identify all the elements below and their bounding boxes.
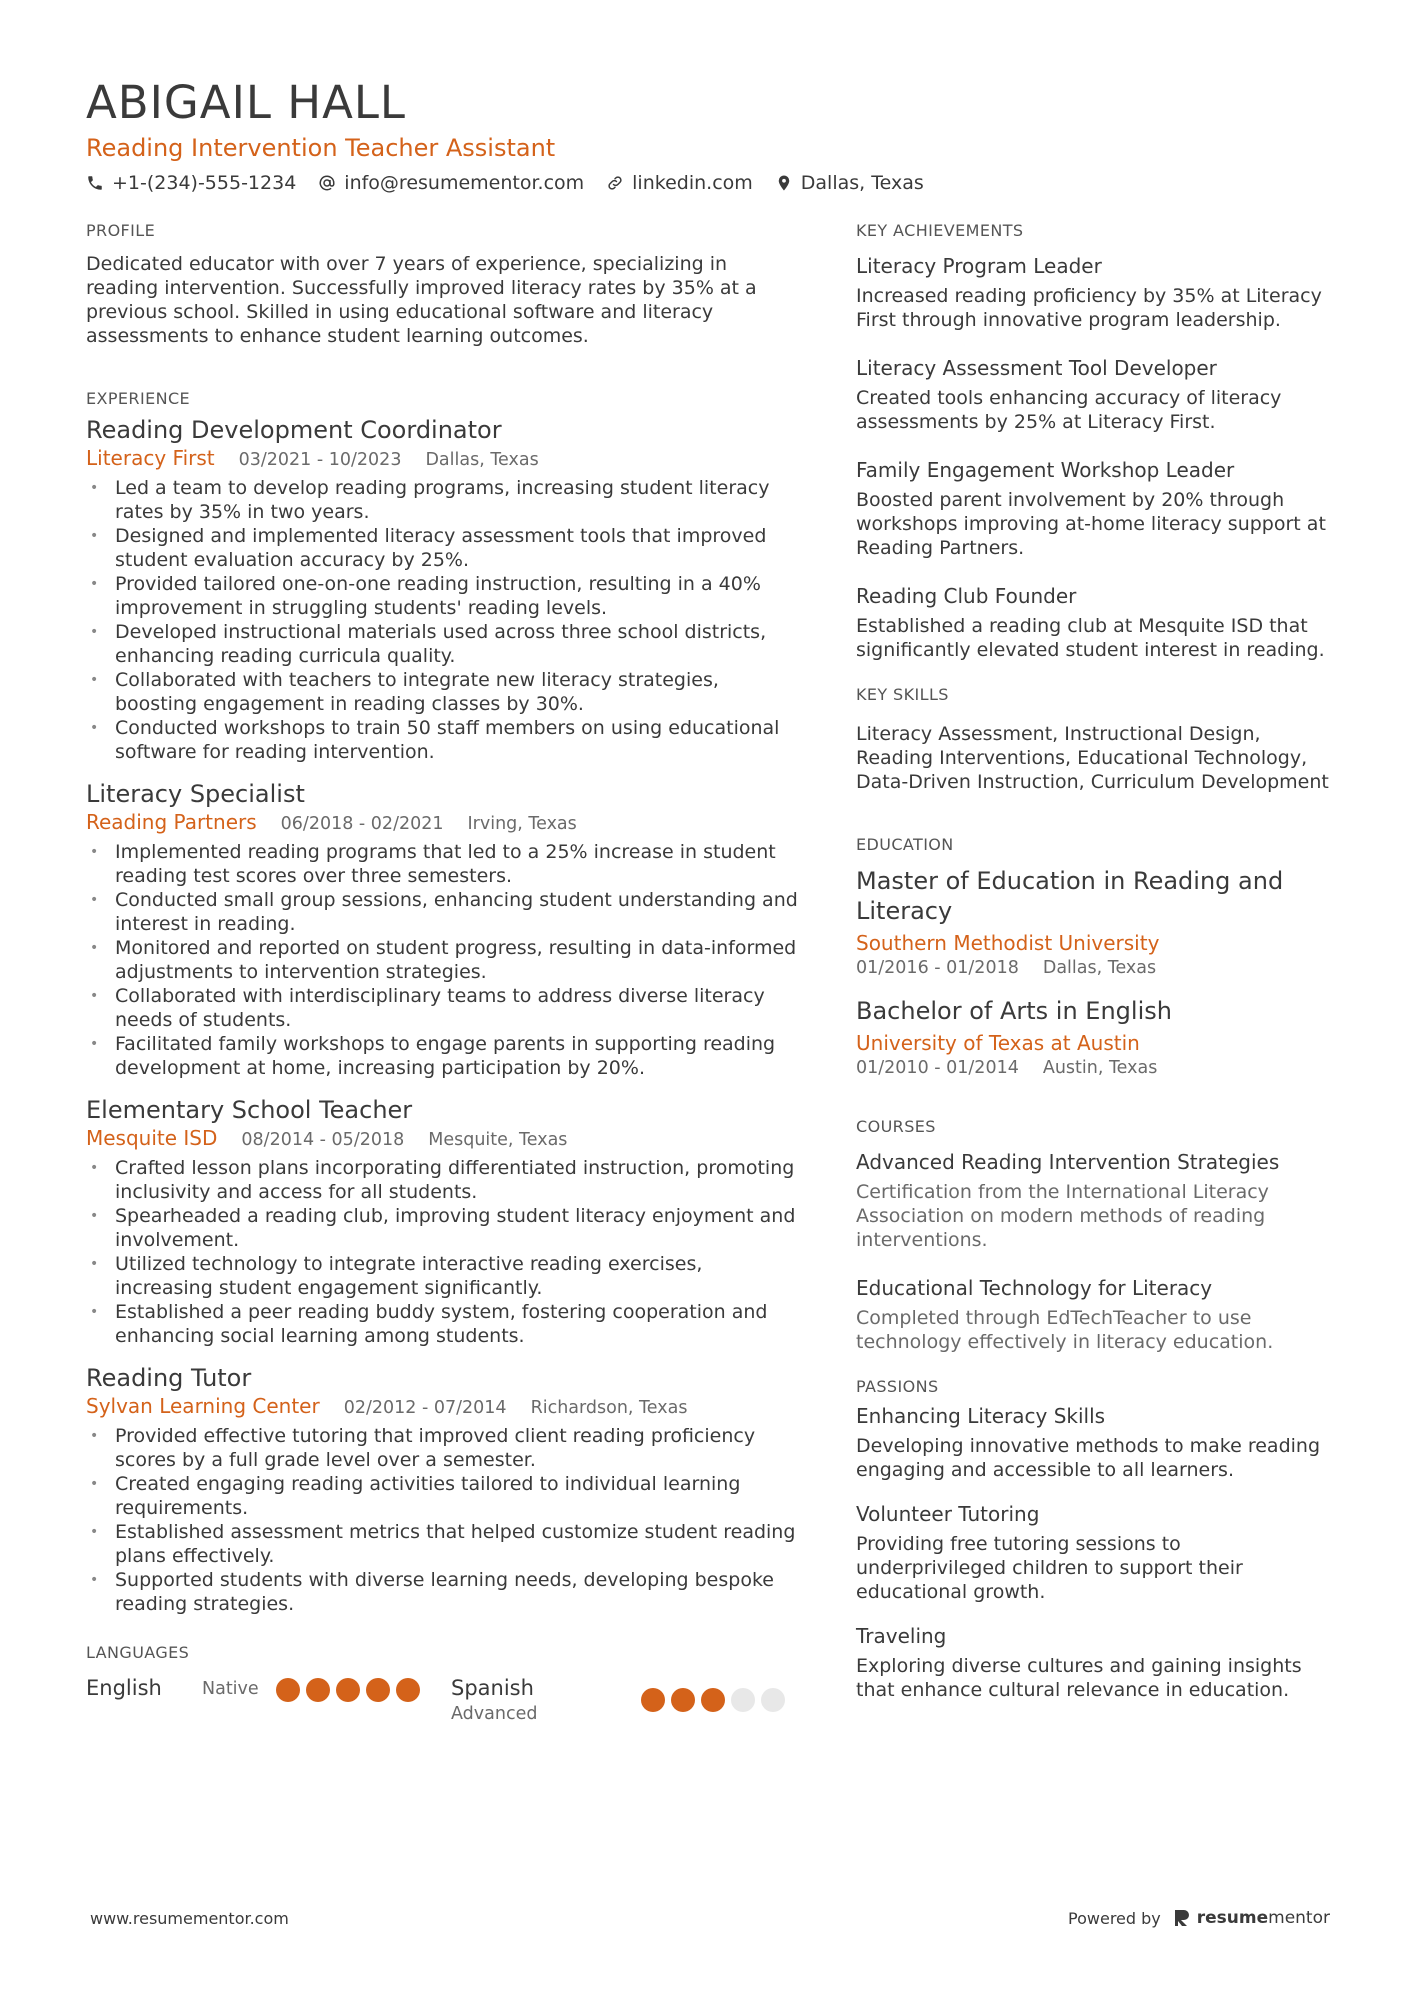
bullet-item: • Crafted lesson plans incorporating differentiated instruction, promoting inclusivity and access for all students.	[86, 1156, 801, 1204]
phone-icon	[86, 174, 104, 192]
job-entry	[86, 1094, 801, 1348]
section-title-skills: KEY SKILLS	[856, 685, 949, 704]
bullet-item: • Provided effective tutoring that improved client reading proficiency scores by a full grade level over a semester.	[86, 1424, 801, 1472]
achievement-item	[856, 354, 1336, 434]
profile-text: Dedicated educator with over 7 years of experience, specializing in reading intervention. Successfully improved literacy rates by 35% at a previous school. Skilled in using educational software and literacy assessments to enhance student learning outcomes.	[86, 253, 757, 347]
course-item	[856, 1148, 1336, 1252]
profile-section	[86, 220, 801, 348]
education-school: Southern Methodist University	[856, 931, 1160, 955]
job-dates: 02/2012 - 07/2014	[343, 1398, 507, 1418]
education-degree: Bachelor of Arts in English	[856, 997, 1172, 1025]
bullet-item: • Conducted workshops to train 50 staff members on using educational software for reading intervention.	[86, 716, 801, 764]
bullet-item: • Utilized technology to integrate interactive reading exercises, increasing student engagement significantly.	[86, 1252, 801, 1300]
achievement-title: Family Engagement Workshop Leader	[856, 458, 1235, 482]
job-bullets	[86, 840, 801, 1080]
job-title: Literacy Specialist	[86, 780, 305, 808]
job-entry	[86, 414, 801, 764]
passion-text: Exploring diverse cultures and gaining insights that enhance cultural relevance in education.	[856, 1655, 1302, 1701]
section-title-education: EDUCATION	[856, 835, 954, 854]
achievement-text: Increased reading proficiency by 35% at Literacy First through innovative program leadership.	[856, 285, 1322, 331]
section-title-profile: PROFILE	[86, 221, 156, 240]
passion-item	[856, 1500, 1336, 1604]
education-location: Dallas, Texas	[1042, 958, 1157, 978]
achievement-item	[856, 456, 1336, 560]
passion-item	[856, 1622, 1336, 1702]
brand-logo[interactable]	[1173, 1908, 1330, 1928]
contact-bar	[86, 170, 1326, 196]
contact-email-text: info@resumementor.com	[344, 172, 585, 194]
bullet-item: • Supported students with diverse learning needs, developing bespoke reading strategies.	[86, 1568, 801, 1616]
section-title-experience: EXPERIENCE	[86, 389, 191, 408]
bullet-item: • Led a team to develop reading programs, increasing student literacy rates by 35% in two years.	[86, 476, 801, 524]
job-meta	[86, 1126, 801, 1152]
bullet-item: • Collaborated with teachers to integrate new literacy strategies, boosting engagement in reading classes by 30%.	[86, 668, 801, 716]
location-pin-icon	[775, 174, 793, 192]
rating-dot-filled	[671, 1688, 695, 1712]
language-item	[451, 1674, 791, 1726]
education-dates: 01/2016 - 01/2018	[856, 958, 1019, 978]
contact-phone	[86, 170, 296, 196]
education-item	[856, 866, 1336, 980]
left-column	[86, 220, 801, 1726]
job-dates: 08/2014 - 05/2018	[241, 1130, 405, 1150]
right-column	[856, 220, 1336, 1724]
achievement-text: Created tools enhancing accuracy of literacy assessments by 25% at Literacy First.	[856, 387, 1282, 433]
education-meta	[856, 956, 1336, 980]
at-icon	[318, 174, 336, 192]
section-title-passions: PASSIONS	[856, 1377, 939, 1396]
education-location: Austin, Texas	[1042, 1058, 1158, 1078]
bullet-item: • Conducted small group sessions, enhancing student understanding and interest in reading.	[86, 888, 801, 936]
language-name: Spanish	[451, 1676, 534, 1700]
passion-text: Providing free tutoring sessions to underprivileged children to support their educational growth.	[856, 1533, 1243, 1603]
job-dates: 06/2018 - 02/2021	[280, 814, 444, 834]
course-title: Educational Technology for Literacy	[856, 1276, 1213, 1300]
achievement-title: Literacy Program Leader	[856, 254, 1102, 278]
job-title: Reading Tutor	[86, 1364, 252, 1392]
job-meta	[86, 1394, 801, 1420]
bullet-item: • Facilitated family workshops to engage parents in supporting reading development at home, increasing participation by 20%.	[86, 1032, 801, 1080]
course-text: Certification from the International Literacy Association on modern methods of reading interventions.	[856, 1181, 1269, 1251]
job-bullets	[86, 476, 801, 764]
job-org: Sylvan Learning Center	[86, 1394, 320, 1418]
education-dates: 01/2010 - 01/2014	[856, 1058, 1019, 1078]
bullet-item: • Monitored and reported on student progress, resulting in data-informed adjustments to intervention strategies.	[86, 936, 801, 984]
course-text: Completed through EdTechTeacher to use technology effectively in literacy education.	[856, 1307, 1274, 1353]
languages-section	[86, 1642, 801, 1726]
courses-section	[856, 1116, 1336, 1354]
language-name: English	[86, 1676, 162, 1700]
skills-section	[856, 684, 1336, 794]
job-meta	[86, 810, 801, 836]
powered-by-label: Powered by	[1068, 1908, 1161, 1928]
rating-dot-filled	[641, 1688, 665, 1712]
bullet-item: • Established assessment metrics that helped customize student reading plans effectively.	[86, 1520, 801, 1568]
footer-url[interactable]: www.resumementor.com	[90, 1908, 289, 1928]
job-entry	[86, 778, 801, 1080]
bullet-item: • Created engaging reading activities tailored to individual learning requirements.	[86, 1472, 801, 1520]
achievement-title: Literacy Assessment Tool Developer	[856, 356, 1217, 380]
achievement-item	[856, 252, 1336, 332]
passion-title: Traveling	[856, 1624, 947, 1648]
language-rating	[641, 1688, 785, 1712]
job-title: Reading Development Coordinator	[86, 416, 502, 444]
job-title: Elementary School Teacher	[86, 1096, 413, 1124]
contact-location	[775, 170, 924, 196]
powered-by	[1068, 1908, 1330, 1928]
rating-dot-filled	[276, 1678, 300, 1702]
bullet-item: • Implemented reading programs that led to a 25% increase in student reading test scores over three semesters.	[86, 840, 801, 888]
job-location: Dallas, Texas	[425, 450, 539, 470]
language-name-block	[451, 1674, 641, 1726]
contact-location-text: Dallas, Texas	[800, 172, 924, 194]
education-meta	[856, 1056, 1336, 1080]
rating-dot-filled	[366, 1678, 390, 1702]
bullet-item: • Spearheaded a reading club, improving student literacy enjoyment and involvement.	[86, 1204, 801, 1252]
language-level: Native	[202, 1679, 259, 1699]
rating-dot-filled	[701, 1688, 725, 1712]
job-org: Literacy First	[86, 446, 215, 470]
course-title: Advanced Reading Intervention Strategies	[856, 1150, 1280, 1174]
page-footer	[90, 1908, 1330, 1928]
bullet-item: • Established a peer reading buddy system, fostering cooperation and enhancing social learning among students.	[86, 1300, 801, 1348]
bullet-item: • Designed and implemented literacy assessment tools that improved student evaluation accuracy by 25%.	[86, 524, 801, 572]
candidate-name: ABIGAIL HALL	[86, 76, 406, 129]
bullet-item: • Collaborated with interdisciplinary teams to address diverse literacy needs of students.	[86, 984, 801, 1032]
achievement-text: Boosted parent involvement by 20% through workshops improving at-home literacy support at Reading Partners.	[856, 489, 1326, 559]
passion-item	[856, 1402, 1336, 1482]
education-school: University of Texas at Austin	[856, 1031, 1140, 1055]
brand-bold: resume	[1196, 1908, 1269, 1928]
job-meta	[86, 446, 801, 472]
passion-title: Volunteer Tutoring	[856, 1502, 1040, 1526]
achievement-text: Established a reading club at Mesquite ISD that significantly elevated student interest in reading.	[856, 615, 1325, 661]
rating-dot-filled	[396, 1678, 420, 1702]
job-location: Irving, Texas	[467, 814, 577, 834]
achievements-section	[856, 220, 1336, 662]
passions-section	[856, 1376, 1336, 1702]
education-degree: Master of Education in Reading and Literacy	[856, 867, 1284, 925]
experience-section	[86, 388, 801, 1616]
brand-rest: mentor	[1268, 1908, 1330, 1928]
job-bullets	[86, 1156, 801, 1348]
rating-dot-empty	[731, 1688, 755, 1712]
achievement-item	[856, 582, 1336, 662]
contact-email[interactable]	[318, 170, 584, 196]
resume-header	[86, 78, 1326, 196]
section-title-languages: LANGUAGES	[86, 1643, 190, 1662]
education-section	[856, 834, 1336, 1080]
contact-linkedin-text: linkedin.com	[632, 172, 753, 194]
candidate-role: Reading Intervention Teacher Assistant	[86, 134, 556, 162]
contact-phone-text: +1-(234)-555-1234	[112, 172, 297, 194]
language-name-block	[86, 1674, 202, 1702]
rating-dot-filled	[306, 1678, 330, 1702]
job-dates: 03/2021 - 10/2023	[238, 450, 402, 470]
resumementor-logo-icon	[1173, 1908, 1191, 1928]
job-location: Richardson, Texas	[530, 1398, 688, 1418]
job-org: Mesquite ISD	[86, 1126, 218, 1150]
passion-text: Developing innovative methods to make reading engaging and accessible to all learners.	[856, 1435, 1321, 1481]
course-item	[856, 1274, 1336, 1354]
rating-dot-empty	[761, 1688, 785, 1712]
section-title-courses: COURSES	[856, 1117, 936, 1136]
job-org: Reading Partners	[86, 810, 257, 834]
job-bullets	[86, 1424, 801, 1616]
bullet-item: • Provided tailored one-on-one reading instruction, resulting in a 40% improvement in struggling students' reading levels.	[86, 572, 801, 620]
link-icon	[606, 174, 624, 192]
job-entry	[86, 1362, 801, 1616]
education-item	[856, 996, 1336, 1080]
skills-text: Literacy Assessment, Instructional Design, Reading Interventions, Educational Technology, Data-Driven Instruction, Curriculum Development	[856, 723, 1329, 793]
section-title-achievements: KEY ACHIEVEMENTS	[856, 221, 1024, 240]
contact-linkedin[interactable]	[606, 170, 753, 196]
rating-dot-filled	[336, 1678, 360, 1702]
language-item	[86, 1674, 451, 1702]
bullet-item: • Developed instructional materials used across three school districts, enhancing reading curricula quality.	[86, 620, 801, 668]
language-rating	[276, 1678, 420, 1702]
achievement-title: Reading Club Founder	[856, 584, 1077, 608]
languages-row	[86, 1674, 801, 1726]
language-level: Advanced	[451, 1704, 538, 1724]
job-location: Mesquite, Texas	[428, 1130, 568, 1150]
passion-title: Enhancing Literacy Skills	[856, 1404, 1106, 1428]
